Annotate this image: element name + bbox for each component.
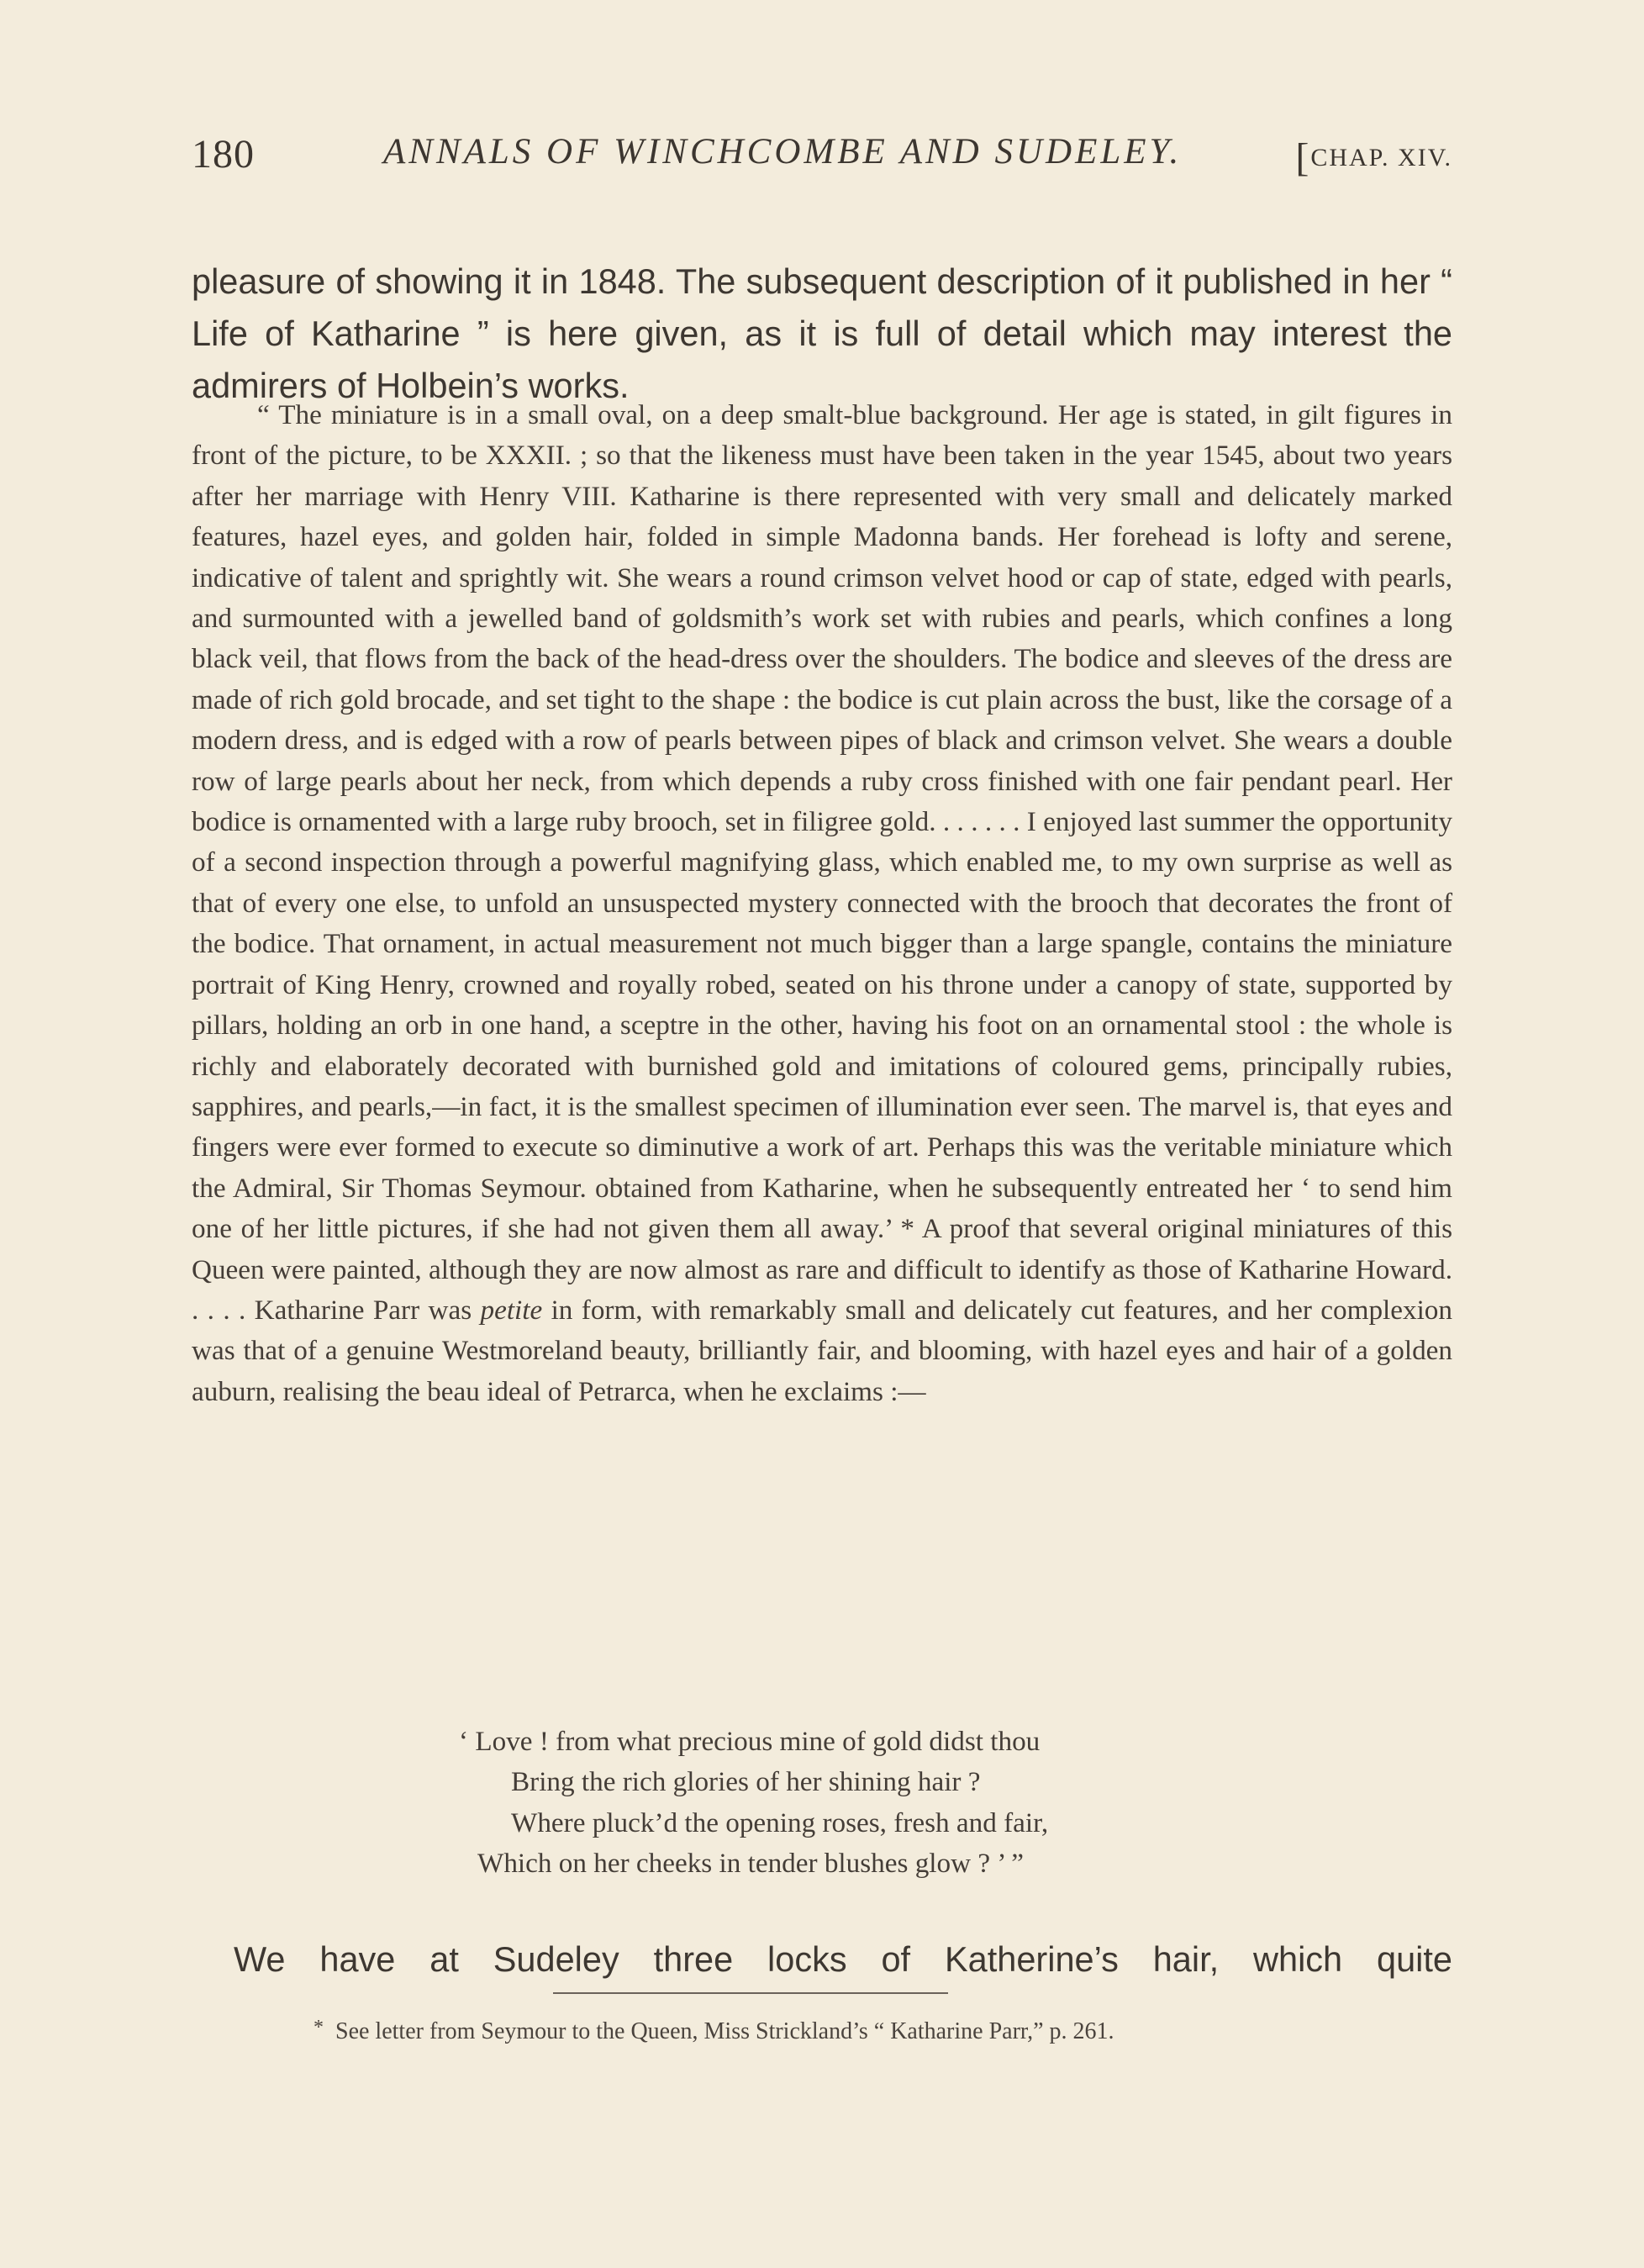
quote-text-part1: “ The miniature is in a small oval, on a deep smalt-blue background. Her age is stated, in gilt figures in front of the picture, to be XXXII. ; so that the likeness must have been taken in the year 1545, about two years after her marriage with Henry VIII. Katharine is there represented with very small and delicately marked features, hazel eyes, and golden hair, folded in simple Madonna bands. Her forehead is lofty and serene, indicative of talent and sprightly wit. She wears a round crimson velvet hood or cap of state, edged with pearls, and surmounted with a jewelled band of goldsmith’s work set with rubies and pearls, which confines a long black veil, that flows from the back of the head-dress over the shoulders. The bodice and sleeves of the dress are made of rich gold brocade, and set tight to the shape : the bodice is cut plain across the bust, like the corsage of a modern dress, and is edged with a row of pearls between pipes of black and crimson velvet. She wears a double row of large pearls about her neck, from which depends a ruby cross finished with one fair pendant pearl. Her bodice is ornamented with a large ruby brooch, set in filigree gold. . . . . . . I enjoyed last summer the opportunity of a second inspection through a powerful magnifying glass, which enabled me, to my own surprise as well as that of every one else, to unfold an unsuspected mystery connected with the brooch that decorates the front of the bodice. That ornament, in actual measurement not much bigger than a large spangle, contains the miniature portrait of King Henry, crowned and royally robed, seated on his throne under a canopy of state, supported by pillars, holding an orb in one hand, a sceptre in the other, having his foot on an ornamental stool : the whole is richly and elaborately decorated with burnished gold and imitations of coloured gems, principally rubies, sapphires, and pearls,—in fact, it is the smallest specimen of illumination ever seen. The marvel is, that eyes and fingers were ever formed to execute so diminutive a work of art. Perhaps this was the veritable miniature which the Admiral, Sir Thomas Seymour. obtained from Katharine, when he subsequently entreated her ‘ to send him one of her little pictures, if she had not given them all away.’ * A proof that several original miniatures of this Queen were painted, although they are now almost as rare and difficult to identify as those of Katharine Howard. . . . . Katharine Parr was <box>192 399 1452 1326</box>
quoted-description <box>192 395 1452 1412</box>
page-number: 180 <box>192 132 255 177</box>
closing-paragraph: We have at Sudeley three locks of Katherine’s hair, which quite <box>234 1938 1452 1979</box>
chapter-text: CHAP. XIV. <box>1310 144 1452 171</box>
quote-text-part2: in form, with remarkably small and delicately cut features, and her complexion was that of a genuine Westmoreland beauty, brilliantly fair, and blooming, with hazel eyes and hair of a golden auburn, realising the beau ideal of Petrarca, when he exclaims :— <box>192 1294 1452 1407</box>
verse-line: Which on her cheeks in tender blushes glow ? ’ ” <box>477 1848 1025 1880</box>
verse-line: Where pluck’d the opening roses, fresh and fair, <box>511 1806 1049 1838</box>
book-page <box>192 126 1452 2044</box>
footnote-rule <box>553 1992 948 1994</box>
verse-line: Bring the rich glories of her shining hair ? <box>511 1766 981 1798</box>
running-title: ANNALS OF WINCHCOMBE AND SUDELEY. <box>383 132 1183 171</box>
chapter-label <box>1295 134 1452 181</box>
petrarca-verse <box>459 1722 1048 1885</box>
verse-line: ‘ Love ! from what precious mine of gold didst thou <box>459 1726 1041 1757</box>
page-header <box>192 126 1452 185</box>
lead-paragraph: pleasure of showing it in 1848. The subsequent description of it published in her “ Life of Katharine ” is here given, as it is full of detail which may interest the admirers of Holbein’s works. <box>192 261 1452 405</box>
quote-italic-word: petite <box>480 1294 543 1326</box>
quote-paragraph <box>192 395 1452 1412</box>
footnote-text: See letter from Seymour to the Queen, Miss Strickland’s “ Katharine Parr,” p. 261. <box>335 2018 1114 2044</box>
chapter-bracket: [ <box>1295 135 1311 180</box>
footnote-marker: * <box>314 2017 324 2039</box>
footnote <box>314 2011 1114 2049</box>
